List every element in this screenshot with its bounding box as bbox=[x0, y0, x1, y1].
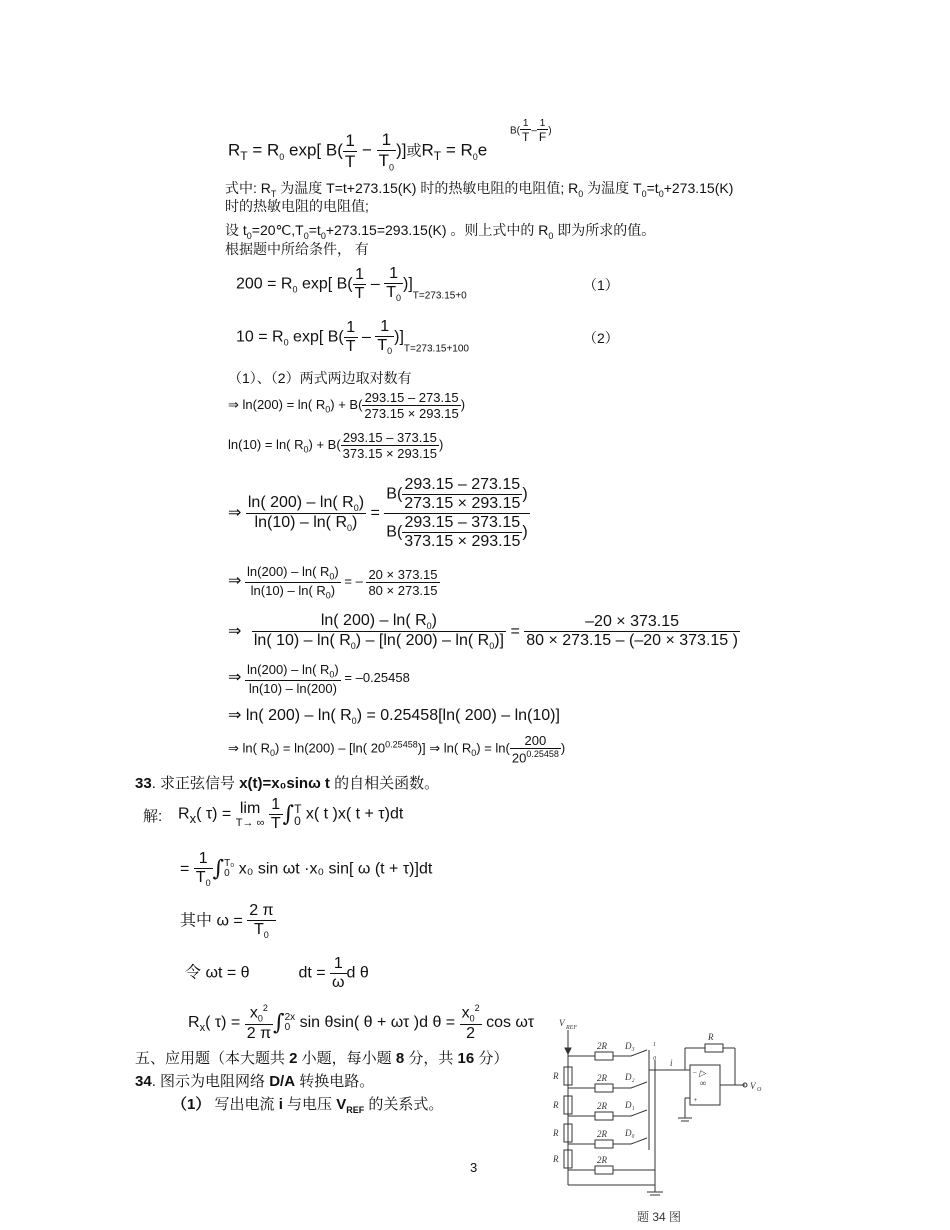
omega-def: 其中 ω = $\frac{2 \pi}{T_0}$ bbox=[180, 902, 274, 941]
autocorr-def: $R_x$( τ) = lim T→ ∞ $\frac{1}{T}$ ∫ T 0 x( t )x( t + τ)dt bbox=[178, 796, 404, 832]
opamp-plus: + bbox=[693, 1096, 698, 1104]
vref-sub: REF bbox=[566, 1025, 577, 1031]
explain-line-4: 根据题中所给条件， 有 bbox=[225, 241, 369, 257]
log-line-5: ⇒ $\frac{\ln( 200) - \ln( R_0)}{\ln( 10) - \ln( R_0) - [\ln( 200) - \ln( R_0)]}$ = $\frac{-20 \times 373.15}{80 \times 273.15 - (-20 \times 373.15 )}$ bbox=[228, 612, 738, 652]
solution-label: 解: bbox=[143, 808, 163, 825]
explain-line-1: 式中: $R_T$ 为温度 T=t+273.15(K) 时的热敏电阻的电阻值; $R_0$ 为温度 $T_0=t_0+273.15(K)$ bbox=[225, 180, 734, 199]
da-converter-circuit bbox=[545, 1010, 775, 1210]
log-line-3: ⇒ $\frac{\ln( 200) - \ln( R_0)}{\ln(10) - \ln( R_0)}$ = B( $\frac{293.15 - 273.15}{273.15 \times 293.15}$ ) B( $\frac{293.15 - 373.15}{373.15 \times 293.15}$ ) bbox=[228, 476, 528, 550]
question-33: 33. 求正弦信号 x(t)=x₀sinω t 的自相关函数。 bbox=[135, 775, 440, 792]
question-34-part-1: （1） 写出电流 i 与电压 $V_{REF}$ 的关系式。 bbox=[172, 1096, 444, 1115]
equation-1-number: （1） bbox=[583, 277, 619, 293]
log-line-2: ln(10) = ln( $R_0) + B$( $\frac{293.15 - 373.15}{373.15 \times 293.15}$ ) bbox=[228, 430, 444, 461]
autocorr-result: $R_x$( τ) = $\frac{x_0^2}{2 \pi}$ ∫ 2x 0 sin θsin( θ + ωτ )d θ = $\frac{x_0^2}{2}$ cos ωτ bbox=[188, 1003, 535, 1042]
r-label-1: R bbox=[553, 1071, 559, 1081]
log-line-6: ⇒ $\frac{\ln(200) - \ln( R_0)}{\ln(10) - \ln(200)}$ = –0.25458 bbox=[228, 662, 410, 696]
log-line-8: ⇒ ln( $R_0) = \ln(200) - [\ln$( $20^{0.25458}$)] ⇒ ln( $R_0) = \ln$( $\frac{200}{20^{0.25458}}$ ) bbox=[228, 733, 566, 766]
equation-1: $200 = R_0$ exp[ B( $\frac{1}{T}$ – $\frac{1}{T_0}$ )]$_{T=273.15+0}$ bbox=[236, 265, 467, 304]
thermistor-exponent: B( $\frac{1}{T}$ – $\frac{1}{F}$ ) bbox=[510, 118, 552, 144]
opamp-minus: – bbox=[693, 1068, 697, 1076]
switch-pos-0: 0 bbox=[653, 1056, 656, 1062]
vo-sub: O bbox=[757, 1087, 762, 1093]
r-label-4: R bbox=[553, 1154, 559, 1164]
vref-label: V bbox=[559, 1018, 565, 1028]
2r-label-4: 2R bbox=[597, 1129, 607, 1139]
switch-pos-1: 1 bbox=[653, 1042, 656, 1048]
theta-substitution: 令 ωt = θ dt = $\frac{1}{\omega}$ d θ bbox=[185, 955, 369, 991]
2r-label-5: 2R bbox=[597, 1155, 607, 1165]
2r-label-2: 2R bbox=[597, 1073, 607, 1083]
switch-d1: D₁ bbox=[625, 1100, 635, 1110]
switch-d0: D₀ bbox=[625, 1128, 635, 1138]
section-5-header: 五、应用题（本大题共 2 小题，每小题 8 分，共 16 分） bbox=[135, 1050, 509, 1067]
thermistor-formula: $R_T = R_0$ exp[ B( $\frac{1}{T}$ − $\frac{1}{T_0}$ )]或$R_T = R_0e$ bbox=[228, 130, 488, 173]
equation-2-number: （2） bbox=[583, 330, 619, 346]
autocorr-substitute: = $\frac{1}{T_0}$ ∫ T₀ 0 x₀ sin ωt ·x₀ sin[ ω (t + τ)]dt bbox=[180, 850, 433, 889]
opamp-symbol: ▷ bbox=[699, 1068, 706, 1078]
log-line-4: ⇒ $\frac{\ln(200) - \ln( R_0)}{\ln(10) - \ln( R_0)}$ = – $\frac{20 \times 373.15}{80 \times 273.15}$ bbox=[228, 564, 438, 601]
question-34: 34. 图示为电阻网络 D/A 转换电路。 bbox=[135, 1073, 375, 1090]
current-label: i bbox=[670, 1058, 673, 1068]
r-label-3: R bbox=[553, 1128, 559, 1138]
figure-caption: 题 34 图 bbox=[637, 1210, 682, 1224]
feedback-r-label: R bbox=[708, 1032, 714, 1042]
opamp-infinity: ∞ bbox=[700, 1078, 707, 1088]
page-number: 3 bbox=[470, 1160, 478, 1175]
switch-d2: D₂ bbox=[625, 1072, 635, 1082]
2r-label-3: 2R bbox=[597, 1101, 607, 1111]
explain-line-3: 设 $t_0=20℃,T_0=t_0+273.15=293.15(K)$ 。则上式中的 $R_0$ 即为所求的值。 bbox=[225, 222, 656, 241]
2r-label-1: 2R bbox=[597, 1041, 607, 1051]
switch-d3: D₃ bbox=[625, 1041, 635, 1051]
explain-line-2: 时的热敏电阻的电阻值; bbox=[225, 198, 369, 214]
log-line-1: ⇒ ln(200) = ln( $R_0) + B$( $\frac{293.15 - 273.15}{273.15 \times 293.15}$ ) bbox=[228, 390, 466, 421]
log-line-7: ⇒ ln( 200) – ln( $R_0) = 0.25458[\ln$( 200) – ln(10)] bbox=[228, 707, 560, 727]
r-label-2: R bbox=[553, 1100, 559, 1110]
take-log-text: （1）、（2）两式两边取对数有 bbox=[228, 370, 412, 386]
equation-2: $10 = R_0$ exp[ B( $\frac{1}{T}$ – $\frac{1}{T_0}$ )]$_{T=273.15+100}$ bbox=[236, 318, 469, 357]
vo-label: V bbox=[750, 1081, 756, 1091]
